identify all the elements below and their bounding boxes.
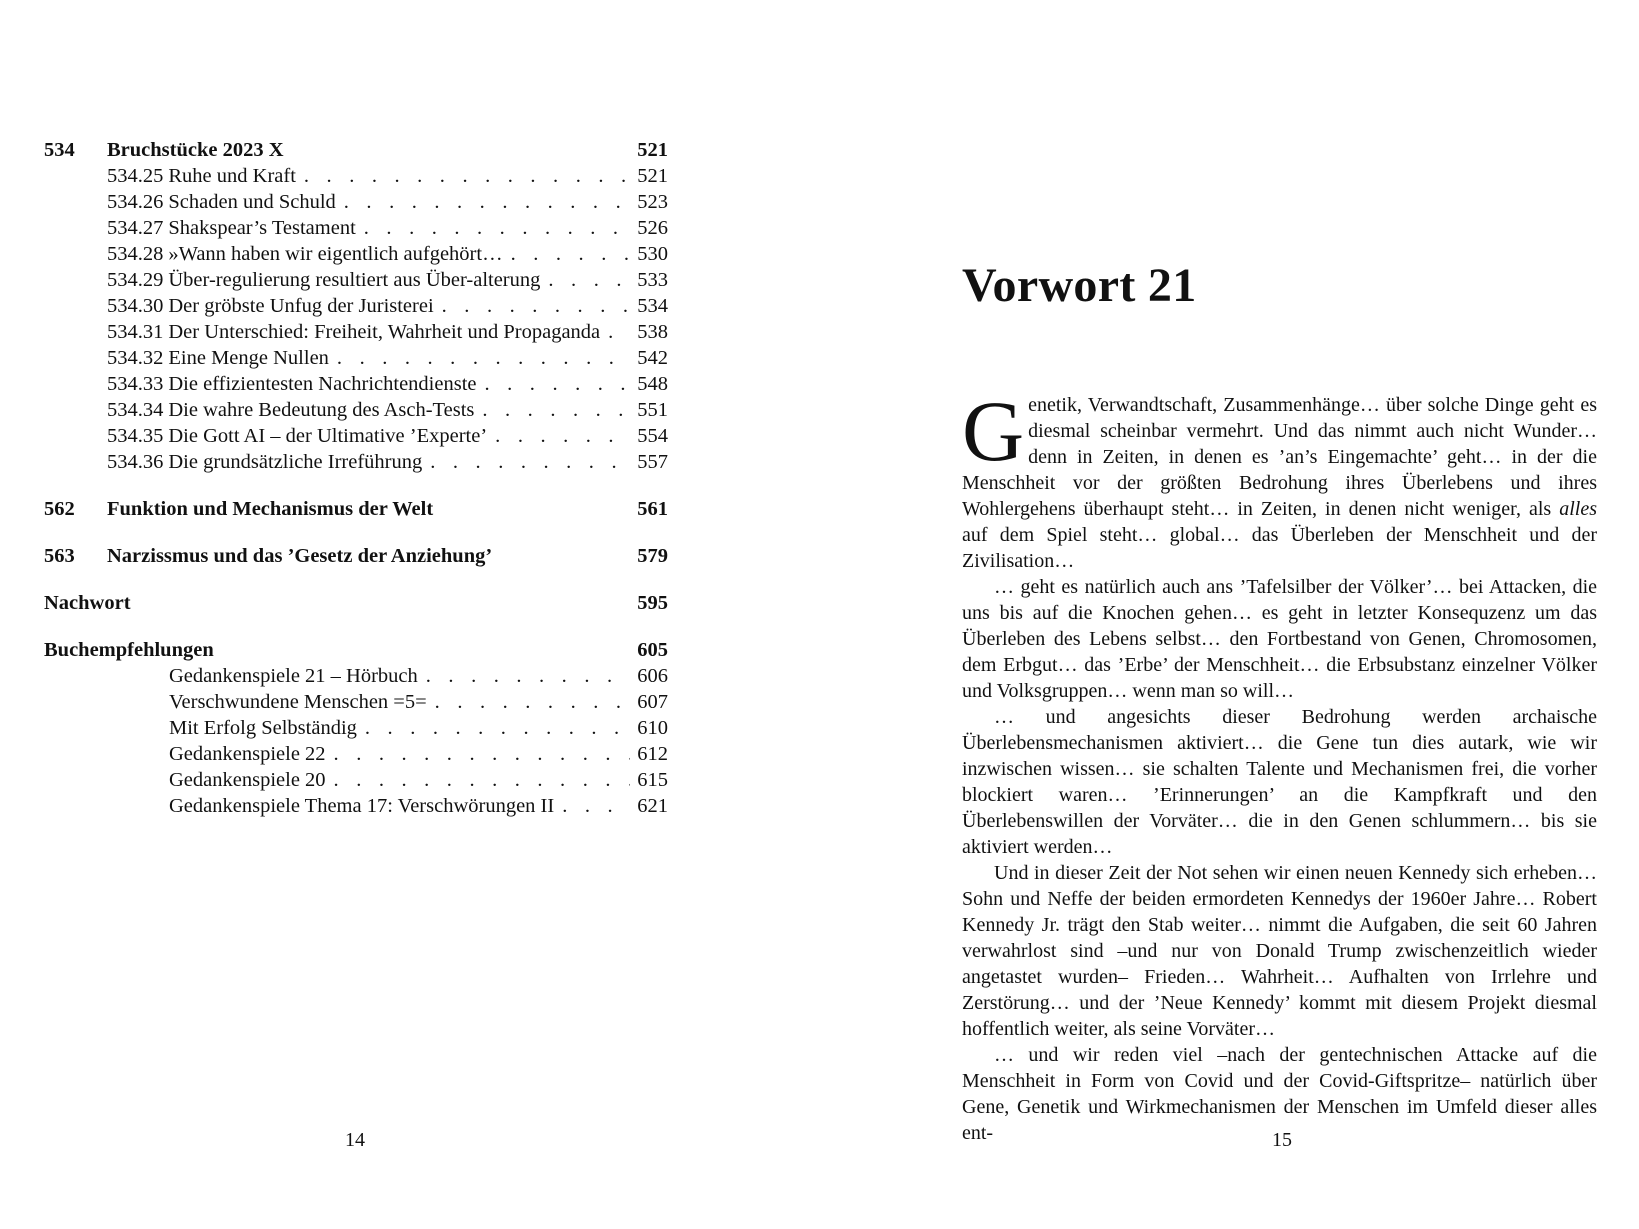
toc-leader-dots xyxy=(442,293,630,319)
toc-entry-title: Über-regulierung resultiert aus Über-alterung xyxy=(168,269,541,291)
toc-entry-number: 534.33 xyxy=(107,373,164,395)
toc-entry-page: 534 xyxy=(637,295,668,317)
toc-entry[interactable] xyxy=(44,371,668,397)
paragraph-text: auf dem Spiel steht… global… das Überleben der Menschheit und der Zivilisation… xyxy=(962,524,1597,572)
paragraph: … und angesichts dieser Bedrohung werden archaische Überlebensmechanismen aktiviert… die Gene tun dies autark, wie wir inzwischen wissen… sie schalten Talente und Mechanismen frei, die vorher blockiert waren… ’Erinnerungen’ an die Kampfkraft und den Überlebenswillen der Vorväter… die in den Genen schlummern… bis sie aktiviert werden… xyxy=(962,706,1597,858)
toc-entry-number: 534.31 xyxy=(107,321,164,343)
toc-entry-title: Funktion und Mechanismus der Welt xyxy=(107,498,434,520)
toc-entry-title: »Wann haben wir eigentlich aufgehört… xyxy=(168,243,503,265)
toc-entry-page: 530 xyxy=(637,243,668,265)
toc-leader-dots xyxy=(430,449,630,475)
toc-entry-title: Shakspear’s Testament xyxy=(168,217,356,239)
page-number-right: 15 xyxy=(1272,1129,1292,1151)
paragraph: … und wir reden viel –nach der gentechnischen Attacke auf die Menschheit in Form von Covid und der Covid-Giftspritze– natürlich über Gene, Genetik und Wirkmechanismen der Menschen im Umfeld dieser alles ent- xyxy=(962,1044,1597,1144)
toc-entry-title: Gedankenspiele 20 xyxy=(169,769,326,791)
toc-entry-page: 606 xyxy=(637,665,668,687)
table-of-contents xyxy=(44,137,668,819)
toc-leader-dots xyxy=(482,397,630,423)
toc-entry-page: 579 xyxy=(637,545,668,567)
toc-entry-title: Narzissmus und das ’Gesetz der Anziehung’ xyxy=(107,545,493,567)
toc-entry[interactable] xyxy=(44,449,668,475)
toc-entry-page: 607 xyxy=(637,691,668,713)
paragraph: … geht es natürlich auch ans ’Tafelsilber der Völker’… bei Attacken, die uns bis auf die Knochen gehen… es geht in letzter Konsequzenz um das Überleben des Lebens selbst… den Fortbestand von Genen, Chromosomen, dem Erbgut… das ’Erbe’ der Menschheit… die Erbsubstanz einzelner Völker und Volksgruppen… wenn man so will… xyxy=(962,576,1597,702)
toc-entry-page: 548 xyxy=(637,373,668,395)
toc-entry[interactable] xyxy=(44,741,668,767)
toc-leader-dots xyxy=(304,163,630,189)
toc-leader-dots xyxy=(334,741,630,767)
toc-leader-dots xyxy=(562,793,630,819)
toc-entry-number: 534.29 xyxy=(107,269,164,291)
toc-entry-title: Gedankenspiele Thema 17: Verschwörungen II xyxy=(169,795,555,817)
toc-entry[interactable] xyxy=(44,637,668,663)
toc-entry-number: 534.27 xyxy=(107,217,164,239)
toc-entry-number: 534.30 xyxy=(107,295,164,317)
toc-leader-dots xyxy=(337,345,630,371)
toc-entry-title: Der Unterschied: Freiheit, Wahrheit und Propaganda xyxy=(168,321,601,343)
toc-entry[interactable] xyxy=(44,215,668,241)
toc-entry[interactable] xyxy=(44,397,668,423)
toc-gap xyxy=(44,522,668,543)
toc-entry-title: Der gröbste Unfug der Juristerei xyxy=(168,295,434,317)
toc-entry-title: Gedankenspiele 21 – Hörbuch xyxy=(169,665,418,687)
toc-entry-title: Gedankenspiele 22 xyxy=(169,743,326,765)
toc-entry[interactable] xyxy=(44,345,668,371)
toc-entry[interactable] xyxy=(44,590,668,616)
toc-entry-page: 521 xyxy=(637,165,668,187)
toc-entry-number: 534.36 xyxy=(107,451,164,473)
toc-entry-title: Mit Erfolg Selbständig xyxy=(169,717,357,739)
toc-entry-page: 610 xyxy=(637,717,668,739)
toc-entry[interactable] xyxy=(44,496,668,522)
toc-entry-number: 563 xyxy=(44,545,75,567)
toc-entry-title: Ruhe und Kraft xyxy=(168,165,296,187)
paragraph xyxy=(962,383,1597,574)
toc-entry[interactable] xyxy=(44,423,668,449)
toc-leader-dots xyxy=(364,215,630,241)
toc-entry-page: 621 xyxy=(637,795,668,817)
toc-entry-number: 534.34 xyxy=(107,399,164,421)
toc-entry-page: 615 xyxy=(637,769,668,791)
toc-leader-dots xyxy=(435,689,630,715)
toc-entry-number: 534.35 xyxy=(107,425,164,447)
toc-gap xyxy=(44,475,668,496)
toc-entry[interactable] xyxy=(44,715,668,741)
toc-entry[interactable] xyxy=(44,689,668,715)
toc-leader-dots xyxy=(426,663,630,689)
toc-leader-dots xyxy=(365,715,630,741)
toc-gap xyxy=(44,569,668,590)
toc-entry-number: 534 xyxy=(44,139,75,161)
chapter-title: Vorwort 21 xyxy=(962,259,1197,312)
toc-entry-page: 595 xyxy=(637,592,668,614)
toc-entry[interactable] xyxy=(44,189,668,215)
toc-entry-page: 554 xyxy=(637,425,668,447)
toc-entry[interactable] xyxy=(44,293,668,319)
toc-leader-dots xyxy=(608,319,630,345)
toc-entry-number: 562 xyxy=(44,498,75,520)
toc-entry[interactable] xyxy=(44,767,668,793)
paragraph-text: enetik, Verwandtschaft, Zusammenhänge… über solche Dinge geht es diesmal scheinbar vermehrt. Und das nimmt auch nicht Wunder… denn in Zeiten, in denen es ’an’s Eingemachte’ geht… in der die Menschheit vor der größten Bedrohung ihres Überlebens und ihres Wohlergehens überhaupt steht… in Zeiten, in denen nicht weniger, als xyxy=(962,394,1597,520)
toc-entry-page: 557 xyxy=(637,451,668,473)
toc-entry-page: 538 xyxy=(637,321,668,343)
toc-entry-number: 534.26 xyxy=(107,191,164,213)
toc-entry-page: 521 xyxy=(637,139,668,161)
toc-entry-number: 534.32 xyxy=(107,347,164,369)
left-page xyxy=(0,0,800,1229)
toc-leader-dots xyxy=(485,371,631,397)
right-page xyxy=(820,0,1639,1229)
toc-leader-dots xyxy=(334,767,630,793)
toc-entry-page: 542 xyxy=(637,347,668,369)
paragraph: Und in dieser Zeit der Not sehen wir einen neuen Kennedy sich erheben… Sohn und Neffe der beiden ermordeten Kennedys der 1960er Jahre… Robert Kennedy Jr. trägt den Stab weiter… nimmt die Aufgaben, die seit 60 Jahren verwahrlost sind –und nur von Donald Trump zwischenzeitlich wieder angetastet wurden– Frieden… Wahrheit… Aufhalten von Irrlehre und Zerstörung… und der ’Neue Kennedy’ kommt mit diesem Projekt diesmal hoffentlich weiter, als seine Vorväter… xyxy=(962,862,1597,1040)
toc-entry-page: 533 xyxy=(637,269,668,291)
toc-entry[interactable] xyxy=(44,163,668,189)
toc-gap xyxy=(44,616,668,637)
toc-entry-title: Die Gott AI – der Ultimative ’Experte’ xyxy=(168,425,488,447)
toc-entry-title: Schaden und Schuld xyxy=(168,191,336,213)
emphasis: alles xyxy=(1559,498,1597,520)
toc-entry-title: Buchempfehlungen xyxy=(44,639,214,661)
toc-leader-dots xyxy=(344,189,630,215)
toc-leader-dots xyxy=(548,267,630,293)
toc-entry[interactable] xyxy=(44,241,668,267)
toc-entry-number: 534.28 xyxy=(107,243,164,265)
toc-entry-page: 526 xyxy=(637,217,668,239)
page-number-left: 14 xyxy=(345,1129,365,1151)
toc-entry[interactable] xyxy=(44,543,668,569)
toc-entry-page: 561 xyxy=(637,498,668,520)
toc-entry-page: 551 xyxy=(637,399,668,421)
toc-entry[interactable] xyxy=(44,793,668,819)
toc-entry-page: 523 xyxy=(637,191,668,213)
toc-entry-title: Die wahre Bedeutung des Asch-Tests xyxy=(168,399,475,421)
toc-entry-title: Nachwort xyxy=(44,592,131,614)
toc-entry-title: Die effizientesten Nachrichtendienste xyxy=(168,373,477,395)
toc-entry[interactable] xyxy=(44,663,668,689)
toc-entry-page: 612 xyxy=(637,743,668,765)
toc-entry-title: Verschwundene Menschen =5= xyxy=(169,691,427,713)
toc-entry-page: 605 xyxy=(637,639,668,661)
drop-cap: G xyxy=(962,383,1025,479)
toc-entry-title: Eine Menge Nullen xyxy=(168,347,329,369)
toc-entry[interactable] xyxy=(44,267,668,293)
preface-body xyxy=(962,383,1597,1146)
toc-entry[interactable] xyxy=(44,137,668,163)
toc-entry[interactable] xyxy=(44,319,668,345)
toc-entry-title: Bruchstücke 2023 X xyxy=(107,139,284,161)
toc-entry-title: Die grundsätzliche Irreführung xyxy=(168,451,423,473)
toc-leader-dots xyxy=(511,241,630,267)
toc-leader-dots xyxy=(495,423,630,449)
toc-entry-number: 534.25 xyxy=(107,165,164,187)
